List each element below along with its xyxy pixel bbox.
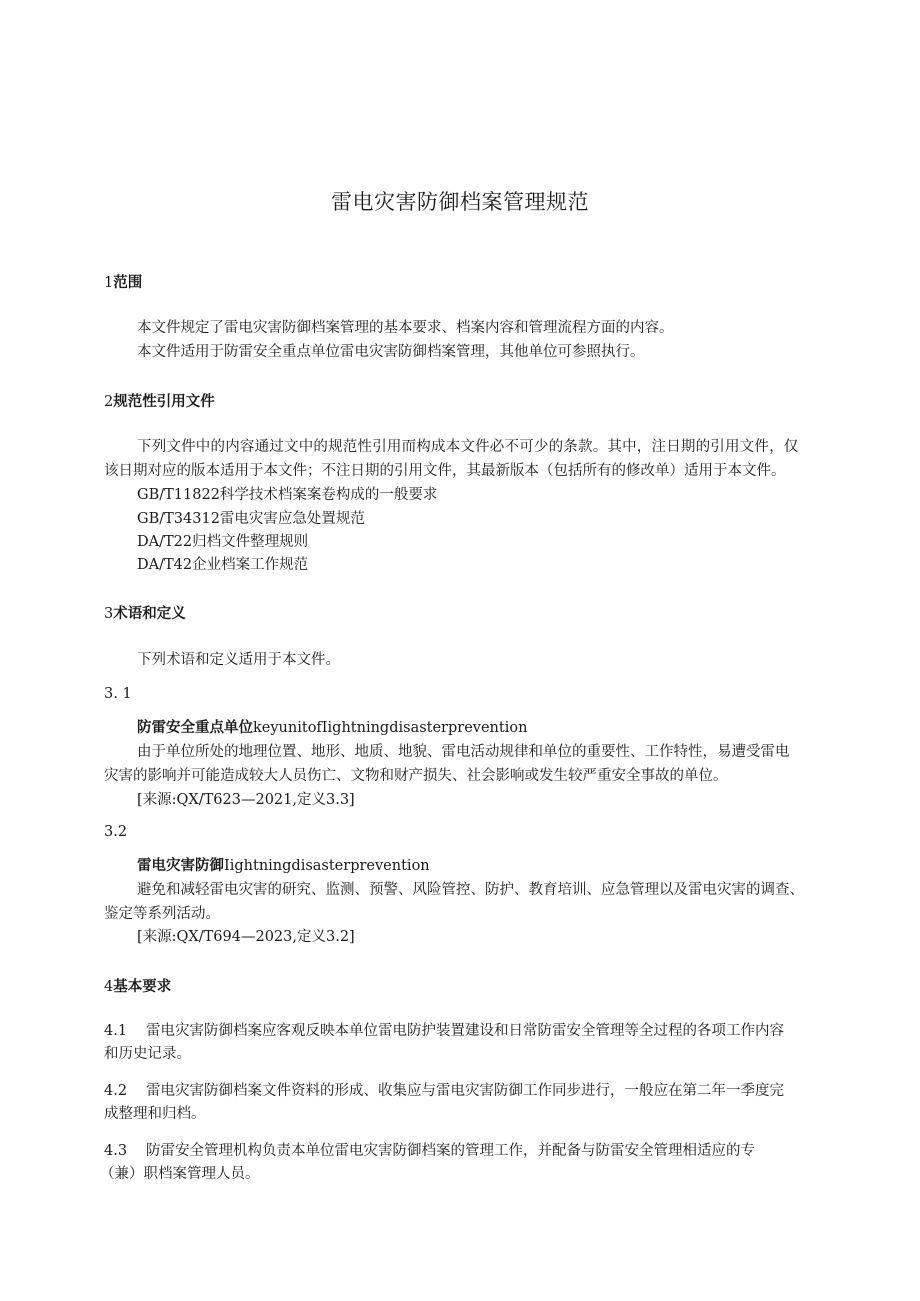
term-source: [来源:QX/T623—2021,定义3.3] (137, 792, 355, 808)
paragraph-line: 下列文件中的内容通过文中的规范性引用而构成本文件必不可少的条款。其中，注日期的引用文件，仅 (137, 439, 799, 455)
term-source: [来源:QX/T694—2023,定义3.2] (137, 929, 355, 945)
clause-continuation: 成整理和归档。 (104, 1106, 206, 1122)
reference-item: GB/T11822科学技术档案案卷构成的一般要求 (137, 487, 438, 503)
clause-continuation: （兼）职档案管理人员。 (100, 1166, 260, 1182)
reference-item: GB/T34312雷电灾害应急处置规范 (137, 511, 365, 527)
term-heading (137, 856, 430, 876)
clause-text: 雷电灾害防御档案文件资料的形成、收集应与雷电灾害防御工作同步进行，一般应在第二年一季度完 (146, 1083, 784, 1099)
term-definition-line: 灾害的影响并可能造成较大人员伤亡、文物和财产损失、社会影响或发生较严重安全事故的单位。 (104, 768, 728, 784)
term-number: 3. 1 (104, 686, 132, 702)
clause-text: 雷电灾害防御档案应客观反映本单位雷电防护装置建设和日常防雷安全管理等全过程的各项工作内容 (146, 1023, 784, 1039)
term-name: 雷电灾害防御 (137, 858, 224, 874)
clause-number: 4.1 (104, 1023, 128, 1039)
term-heading (137, 718, 527, 738)
term-definition-line: 避免和减轻雷电灾害的研究、监测、预警、风险管控、防护、教育培训、应急管理以及雷电灾害的调查、 (137, 882, 804, 898)
reference-item: DA/T22归档文件整理规则 (137, 534, 309, 550)
paragraph: 本文件规定了雷电灾害防御档案管理的基本要求、档案内容和管理流程方面的内容。 (137, 320, 674, 336)
section-title: 范围 (113, 275, 143, 291)
section-3-heading (104, 602, 186, 623)
clause-line (104, 1081, 784, 1101)
paragraph-line: 该日期对应的版本适用于本文件；不注日期的引用文件，其最新版本（包括所有的修改单）适用于本文件。 (104, 463, 786, 479)
section-title: 规范性引用文件 (113, 394, 215, 410)
paragraph: 本文件适用于防雷安全重点单位雷电灾害防御档案管理，其他单位可参照执行。 (137, 344, 645, 360)
section-1-heading (104, 271, 142, 292)
clause-number: 4.3 (104, 1143, 128, 1159)
term-definition-line: 鉴定等系列活动。 (104, 906, 220, 922)
section-4-heading (104, 975, 171, 996)
section-number: 3 (104, 606, 114, 622)
section-2-heading (104, 390, 215, 411)
paragraph: 下列术语和定义适用于本文件。 (137, 652, 340, 668)
clause-line (104, 1021, 784, 1041)
section-title: 基本要求 (113, 979, 172, 995)
clause-line (104, 1141, 755, 1161)
section-number: 4 (104, 979, 114, 995)
reference-item: DA/T42企业档案工作规范 (137, 557, 309, 573)
term-english: Iightningdisasterprevention (224, 858, 430, 874)
term-definition-line: 由于单位所处的地理位置、地形、地质、地貌、雷电活动规律和单位的重要性、工作特性，易遭受雷电 (137, 744, 790, 760)
clause-text: 防雷安全管理机构负责本单位雷电灾害防御档案的管理工作，并配备与防雷安全管理相适应的专 (146, 1143, 755, 1159)
section-number: 1 (104, 275, 114, 291)
clause-continuation: 和历史记录。 (104, 1046, 191, 1062)
term-number: 3.2 (104, 824, 128, 840)
term-english: keyunitofIightningdisasterprevention (253, 720, 528, 736)
section-title: 术语和定义 (113, 606, 186, 622)
section-number: 2 (104, 394, 114, 410)
term-name: 防雷安全重点单位 (137, 720, 253, 736)
clause-number: 4.2 (104, 1083, 128, 1099)
document-title: 雷电灾害防御档案管理规范 (331, 190, 589, 214)
